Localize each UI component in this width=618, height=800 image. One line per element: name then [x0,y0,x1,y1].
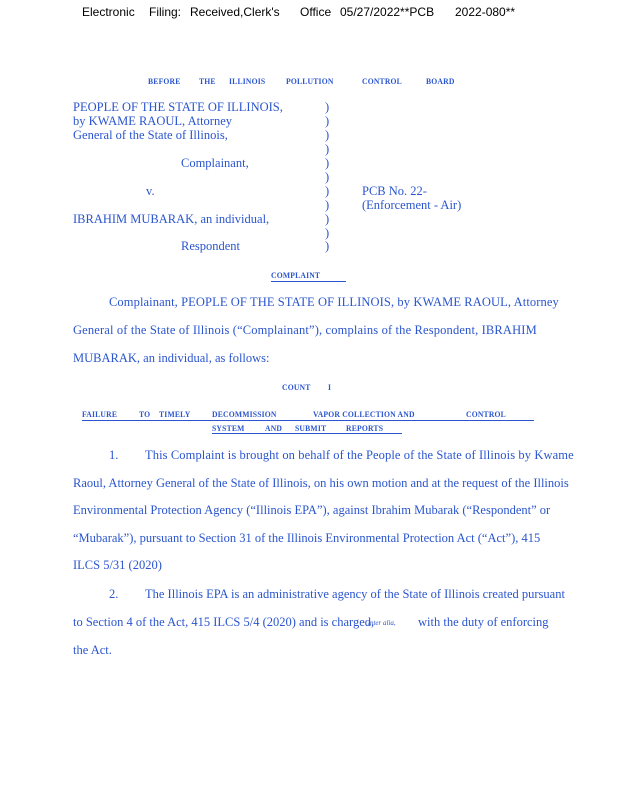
caption-plaintiff-line2: by KWAME RAOUL, Attorney [73,114,233,128]
filing-date: 05/27/2022**PCB [340,5,435,19]
caption-paren: ) [325,184,330,198]
paragraph-line: the Act. [73,643,112,657]
count-title-word: FAILURE [82,409,118,419]
paragraph-line: This Complaint is brought on behalf of the People of the State of Illinois by Kwame [145,448,574,462]
caption-versus: v. [146,184,155,198]
complaint-heading: COMPLAINT [271,270,321,280]
intro-line2: General of the State of Illinois (“Complainant”), complains of the Respondent, IBRAHIM [73,323,537,337]
paragraph-line: ILCS 5/31 (2020) [73,558,162,572]
board-title-word: BOARD [426,76,455,86]
paragraph-line: to Section 4 of the Act, 415 ILCS 5/4 (2020) and is charged, [73,615,375,629]
filing-label: Filing: [149,5,182,19]
caption-defendant: IBRAHIM MUBARAK, an individual, [73,212,270,226]
caption-paren: ) [325,114,330,128]
filing-case-number: 2022-080** [455,5,516,19]
caption-paren: ) [325,100,330,114]
board-title-word: THE [199,76,216,86]
board-title-word: CONTROL [362,76,402,86]
paragraph-line: “Mubarak”), pursuant to Section 31 of the Illinois Environmental Protection Act (“Act”), 415 [73,531,541,545]
count-title-word: SUBMIT [295,423,327,433]
count-title-word: TO [139,409,151,419]
caption-paren: ) [325,212,330,226]
filing-electronic: Electronic [82,5,135,19]
caption-plaintiff-line3: General of the State of Illinois, [73,128,228,142]
count-title-word: SYSTEM [212,423,245,433]
count-label: COUNT [282,382,311,392]
caption-paren: ) [325,128,330,142]
count-title-word: CONTROL [466,409,506,419]
caption-respondent-role: Respondent [181,239,241,253]
filing-received: Received,Clerk's [190,5,280,19]
board-title-word: ILLINOIS [229,76,266,86]
caption-plaintiff-line1: PEOPLE OF THE STATE OF ILLINOIS, [73,100,283,114]
caption-paren: ) [325,198,330,212]
board-title-word: BEFORE [148,76,181,86]
paragraph-line: Environmental Protection Agency (“Illinois EPA”), against Ibrahim Mubarak (“Respondent” or [73,503,551,517]
paragraph-italic: inter alia, [368,619,396,627]
caption-paren: ) [325,239,330,253]
complaint-heading-underline [271,281,346,282]
count-title-underline [82,420,534,421]
caption-paren: ) [325,156,330,170]
caption-case-type: (Enforcement - Air) [362,198,462,212]
caption-pcb-number: PCB No. 22- [362,184,427,198]
caption-paren: ) [325,226,330,240]
paragraph-number: 1. [109,448,119,462]
count-title-word: DECOMMISSION [212,409,277,419]
count-title-word: TIMELY [159,409,191,419]
paragraph-line: with the duty of enforcing [418,615,549,629]
caption-complainant-role: Complainant, [181,156,249,170]
paragraph-number: 2. [109,587,119,601]
count-title-underline [212,433,402,434]
count-title-word: REPORTS [346,423,384,433]
caption-paren: ) [325,170,330,184]
count-number: I [328,382,332,392]
paragraph-line: Raoul, Attorney General of the State of Illinois, on his own motion and at the request of the Illinois [73,476,569,490]
count-title-word: AND [265,423,283,433]
caption-paren: ) [325,142,330,156]
filing-office: Office [300,5,332,19]
paragraph-line: The Illinois EPA is an administrative agency of the State of Illinois created pursuant [145,587,565,601]
board-title-word: POLLUTION [286,76,334,86]
intro-line3: MUBARAK, an individual, as follows: [73,351,270,365]
intro-line1: Complainant, PEOPLE OF THE STATE OF ILLINOIS, by KWAME RAOUL, Attorney [109,295,559,309]
count-title-word: VAPOR COLLECTION AND [313,409,415,419]
